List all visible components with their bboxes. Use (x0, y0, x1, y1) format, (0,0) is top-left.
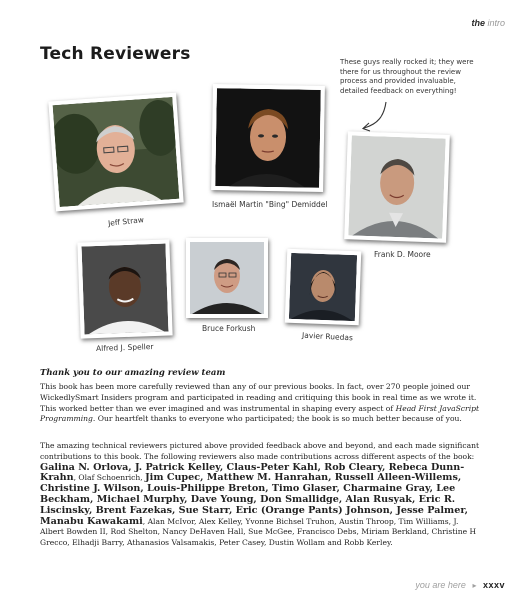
note-arrow-icon (360, 100, 390, 134)
reviewer-photo-javier-ruedas (285, 249, 362, 326)
intro-paragraph (40, 382, 480, 425)
section-header-rest: intro (487, 18, 505, 28)
reviewer-photo-bruce-forkush (186, 238, 268, 318)
section-header (471, 18, 505, 28)
reviewer-names-plain-2: , Alan McIvor, Alex Kelley, Yvonne Bichsel Truhon, Austin Throop, Tim Williams, J. Albert Bowden II, Rod Shelton, Nancy DeHaven Hall, Sue McGee, Francisco Debs, Miriam Berkland, Christine H Grecco, Elhadji Barry, Athanasios Valsamakis, Peter Casey, Dustin Wollam and Robb Kerley. (40, 516, 477, 548)
reviewers-paragraph (40, 441, 480, 549)
footer-you-are-here: you are here (415, 580, 466, 590)
reviewer-photo-jeff-straw (48, 93, 183, 212)
page-footer (415, 580, 505, 590)
intro-text-b: . Our heartfelt thanks to everyone who participated; the book is so much better because of you. (92, 414, 462, 424)
reviewer-caption: Jeff Straw (107, 215, 145, 228)
reviewer-caption: Javier Ruedas (301, 330, 354, 343)
reviewer-photo-alfred-speller (77, 239, 172, 338)
footer-triangle-icon: ▸ (472, 581, 477, 590)
reviewer-caption: Ismaël Martin "Bing" Demiddel (212, 200, 328, 209)
thanks-heading: Thank you to our amazing review team (40, 368, 226, 378)
handwritten-note: These guys really rocked it; they were there for us throughout the review process and provided invaluable, detailed feedback on everything! (340, 58, 474, 95)
reviewer-photo-frank-moore (344, 131, 450, 242)
reviewer-caption: Bruce Forkush (202, 324, 256, 333)
section-header-bold: the (471, 18, 485, 28)
page-number: xxxv (482, 580, 505, 590)
reviewer-caption: Frank D. Moore (374, 250, 431, 259)
book-title: Head First JavaScript Programming (40, 403, 480, 424)
intro-text-a: This book has been more carefully reviewed than any of our previous books. In fact, over 270 people joined our WickedlySmart Insiders program and participated in reading and critiquing this book in real time as we wrote it. This worked better than we ever imagined and was instrumental in shaping every aspect of (40, 382, 477, 413)
reviewer-names-bold-2: Jim Cupec, Matthew M. Hanrahan, Russell Alleen-Willems, Christine J. Wilson, Louis-Philippe Breton, Timo Glaser, Charmaine Gray, Lee Beckham, Michael Murphy, Dave Young, Don Smallidge, Alan Rusyak, Eric R. Liscinsky, Brent Fazekas, Sue Starr, Eric (Orange Pants) Johnson, Jesse Palmer, Manabu Kawakami (40, 472, 469, 527)
reviewer-photo-ismael-demiddel (211, 84, 325, 192)
reviewer-caption: Alfred J. Speller (95, 341, 154, 354)
reviewers-intro-text: The amazing technical reviewers pictured above provided feedback above and beyond, and each made significant contributions to this book. The following reviewers also made contributions across different aspects of the book: (40, 441, 480, 461)
reviewer-names-bold-1: Galina N. Orlova, J. Patrick Kelley, Claus-Peter Kahl, Rob Cleary, Rebeca Dunn-Krahn (40, 461, 465, 484)
reviewer-names-plain-1: , Olaf Schoenrich, (73, 473, 146, 483)
page-title: Tech Reviewers (40, 44, 191, 64)
